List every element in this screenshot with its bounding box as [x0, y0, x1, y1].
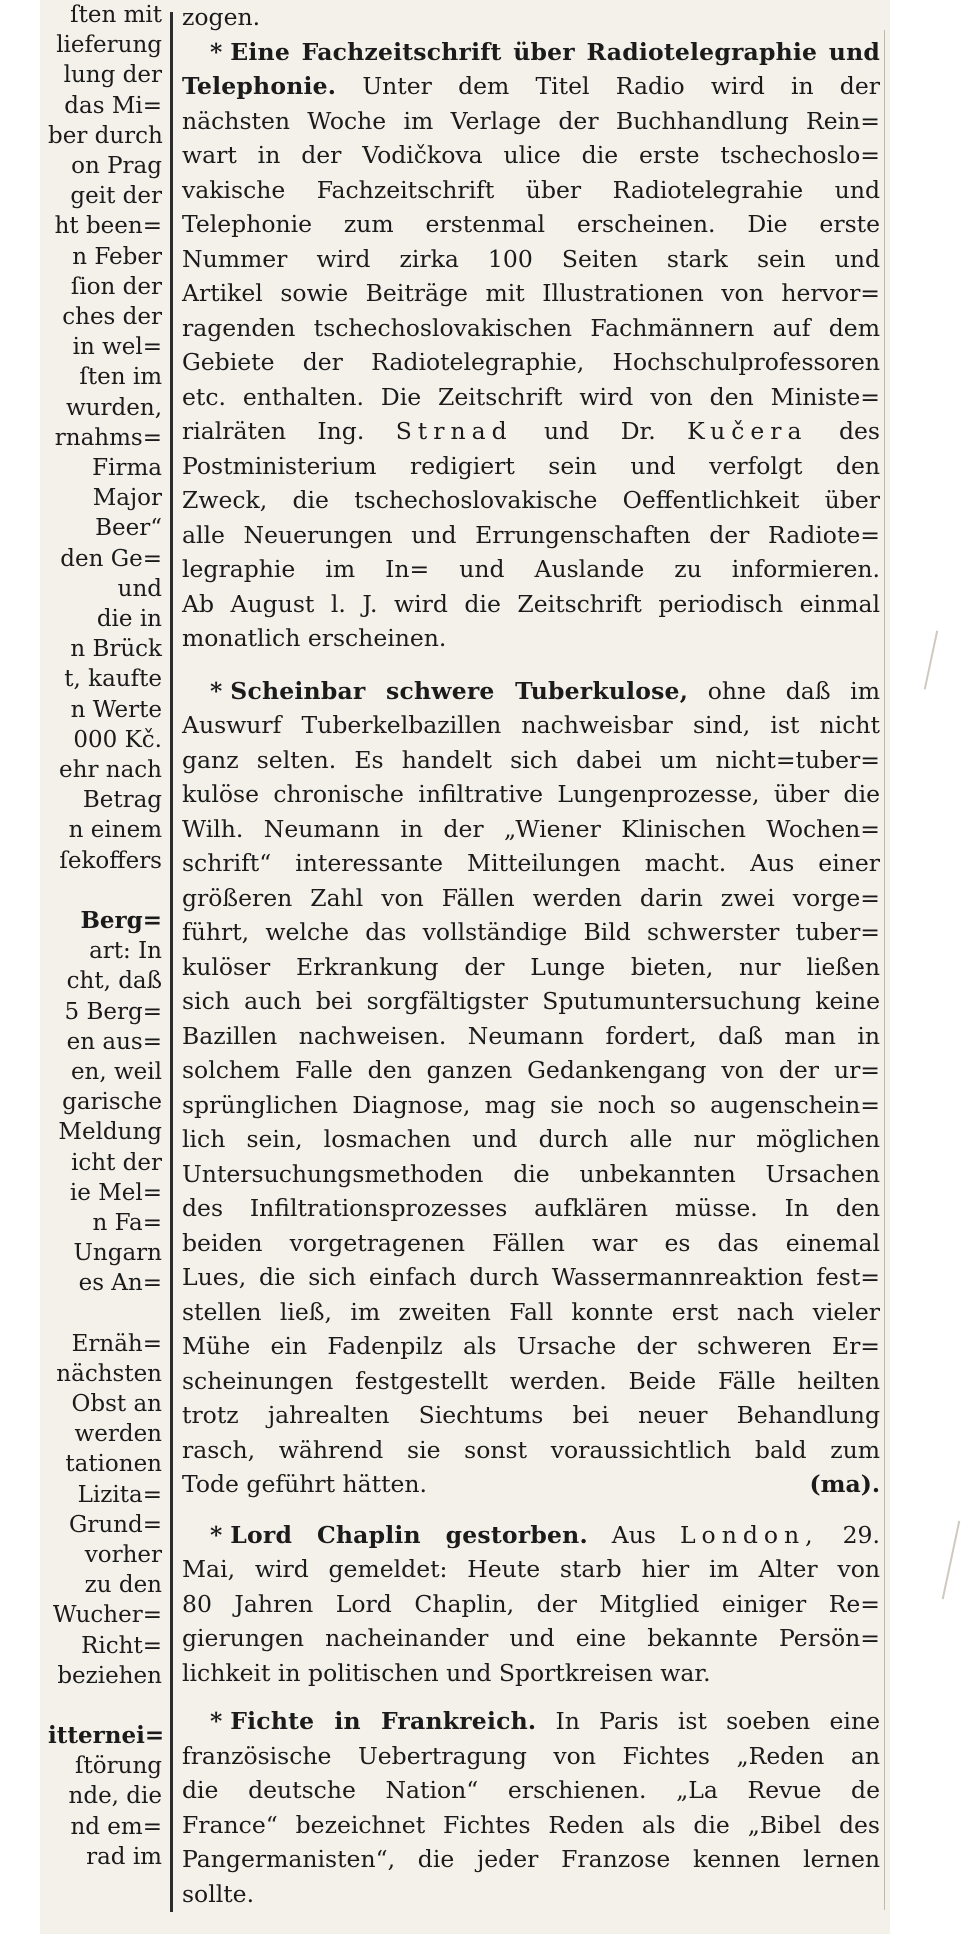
- left-column-line: n Feber: [72, 243, 162, 270]
- left-column-line: zu den: [84, 1572, 162, 1599]
- left-column-line: geit der: [70, 183, 162, 210]
- article-text-line: Wilh. Neumann in der „Wiener Klinischen Wochen=: [182, 814, 880, 843]
- left-column-line: ie Mel=: [69, 1179, 162, 1206]
- article-text-line: Nummer wird zirka 100 Seiten stark sein und: [182, 244, 880, 273]
- article-text-line: des Infiltrationsprozesses aufklären müsse. In den: [182, 1194, 880, 1222]
- article-text-line: wart in der Vodičkova ulice die erste tschechoslo=: [182, 141, 880, 169]
- article-text-line: nächsten Woche im Verlage der Buchhandlung Rein=: [182, 106, 880, 135]
- article-text-line: rasch, während sie sonst voraussichtlich bald zum: [182, 1435, 880, 1464]
- left-column-line: Meldung: [58, 1119, 162, 1146]
- left-column-line: wurden,: [66, 394, 162, 421]
- person-name: Strnad: [395, 417, 513, 445]
- article-text-line: solchem Falle den ganzen Gedankengang von der ur=: [182, 1056, 880, 1084]
- article-text-line: Artikel sowie Beiträge mit Illustrationen von hervor=: [182, 279, 880, 307]
- article-headline: Lord Chaplin gestorben.: [230, 1520, 588, 1549]
- bullet-star: *: [210, 676, 223, 705]
- left-column-fragment: [48, 0, 166, 1934]
- article-text-line: Bazillen nachweisen. Neumann fordert, daß man in: [182, 1021, 880, 1050]
- article-text-line: kulöse chronische infiltrative Lungenprozesse, über die: [182, 780, 880, 808]
- author-signature: (ma).: [809, 1470, 880, 1498]
- left-column-middle-block: [48, 906, 166, 1299]
- left-column-line: ſtörung: [75, 1753, 162, 1780]
- left-column-line: ſekoffers: [59, 847, 162, 874]
- left-column-line: cht, daß: [66, 968, 162, 995]
- left-column-line: rnahms=: [54, 424, 162, 451]
- article-text: 29.: [842, 1520, 880, 1549]
- article-text-line: kulöser Erkrankung der Lunge bieten, nur ließen: [182, 952, 880, 981]
- article-text-line: französische Uebertragung von Fichtes „Reden an: [182, 1741, 880, 1770]
- article-text-line: Mühe ein Fadenpilz als Ursache der schweren Er=: [182, 1332, 880, 1360]
- left-column-line: werden: [74, 1421, 162, 1448]
- left-column-line: Berg=: [80, 906, 162, 934]
- article-text-line: schrift“ interessante Mitteilungen macht. Aus einer: [182, 849, 880, 877]
- left-column-line: nde, die: [68, 1783, 162, 1810]
- left-column-line: ſten mit: [70, 2, 162, 28]
- article-text: Unter dem Titel Radio wird in der: [362, 72, 880, 100]
- lead-fragment: zogen.: [182, 3, 261, 31]
- article-text-line: lich sein, losmachen und durch alle nur möglichen: [182, 1125, 880, 1153]
- article-text-line: trotz jahrealten Siechtums bei neuer Behandlung: [182, 1401, 880, 1429]
- bullet-star: *: [210, 1707, 223, 1735]
- left-column-line: 000 Kč.: [73, 726, 162, 753]
- left-column-line: n Fa=: [92, 1209, 162, 1236]
- left-column-line: art: In: [89, 938, 162, 965]
- column-rule: [170, 12, 173, 1912]
- left-column-line: die in: [96, 606, 162, 633]
- article-text-line: die deutsche Nation“ erschienen. „La Revue de: [182, 1776, 880, 1804]
- article-text-line: Postministerium redigiert sein und verfolgt den: [182, 451, 880, 480]
- article-text-line: gierungen nacheinander und eine bekannte Persön=: [182, 1624, 880, 1652]
- article-headline: Eine Fachzeitschrift über Radiotelegraphie und: [230, 37, 880, 66]
- article-text-line: 80 Jahren Lord Chaplin, der Mitglied einiger Re=: [182, 1589, 880, 1618]
- article-last-line: lichkeit in politischen und Sportkreisen war.: [182, 1658, 711, 1687]
- article-text-line: Ab August l. J. wird die Zeitschrift periodisch einmal: [182, 589, 880, 618]
- article-text-line: Untersuchungsmethoden die unbekannten Ursachen: [182, 1159, 880, 1188]
- article-text-line: vakische Fachzeitschrift über Radiotelegrahie und: [182, 175, 880, 204]
- left-column-line: Wucher=: [52, 1602, 162, 1629]
- article-text-line: Telephonie zum erstenmal erscheinen. Die erste: [182, 210, 880, 238]
- article-text: ohne daß im: [707, 676, 880, 705]
- left-column-line: ſion der: [70, 273, 162, 300]
- left-column-line: Obst an: [71, 1390, 162, 1417]
- left-column-line: on Prag: [71, 153, 162, 180]
- article-headline: Scheinbar schwere Tuberkulose,: [230, 676, 689, 705]
- article-text: Tode geführt hätten.: [182, 1470, 428, 1498]
- left-column-end-block: [48, 1721, 166, 1872]
- place-name: London,: [679, 1520, 819, 1549]
- left-column-line: es An=: [78, 1270, 162, 1297]
- article-text-line: ganz selten. Es handelt sich dabei um nicht=tuber=: [182, 745, 880, 774]
- article-text: rialräten Ing.: [182, 417, 365, 445]
- clipping-edge: [884, 30, 885, 1910]
- left-column-gap: [48, 1691, 166, 1721]
- article-fichte-france: [182, 1704, 880, 1911]
- left-column-bottom-block: [48, 1329, 166, 1691]
- left-column-line: das Mi=: [64, 92, 162, 119]
- article-text-line: Mai, wird gemeldet: Heute starb hier im Alter von: [182, 1555, 880, 1583]
- article-last-line: [182, 1467, 880, 1502]
- paper-scratch: [942, 1521, 961, 1600]
- article-headline-continued: Telephonie.: [182, 72, 337, 100]
- article-text-line: legraphie im In= und Auslande zu informieren.: [182, 555, 880, 583]
- paper-scratch: [924, 630, 938, 689]
- left-column-line: lieferung: [56, 32, 162, 59]
- article-last-line: monatlich erscheinen.: [182, 624, 447, 652]
- article-text-line: stellen ließ, im zweiten Fall konnte erst nach vieler: [182, 1297, 880, 1326]
- left-column-line: nächsten: [56, 1360, 162, 1387]
- left-column-line: en, weil: [70, 1058, 162, 1085]
- article-text: des: [838, 417, 880, 445]
- article-headline-line: [182, 1704, 880, 1739]
- article-text-line: Zweck, die tschechoslovakische Oeffentlichkeit über: [182, 486, 880, 514]
- left-column-line: t, kaufte: [64, 666, 162, 693]
- left-column-line: ches der: [62, 304, 162, 331]
- article-text-line: [182, 69, 880, 104]
- article-headline-line: [182, 1518, 880, 1553]
- bullet-star: *: [210, 37, 223, 66]
- left-column-line: garische: [62, 1089, 162, 1116]
- left-column-gap: [48, 876, 166, 906]
- left-column-line: Beer“: [95, 515, 162, 542]
- left-column-gap: [48, 1299, 166, 1329]
- article-text-line: alle Neuerungen und Errungenschaften der Radiote=: [182, 520, 880, 549]
- person-name: Kučera: [687, 417, 808, 445]
- left-column-line: Ernäh=: [71, 1330, 162, 1357]
- article-text-line: sich auch bei sorgfältigster Sputumuntersuchung keine: [182, 987, 880, 1015]
- article-text-line: Pangermanisten“, die jeder Franzose kennen lernen: [182, 1845, 880, 1873]
- left-column-line: icht der: [71, 1149, 162, 1176]
- left-column-line: en aus=: [66, 1028, 162, 1055]
- left-column-line: 5 Berg=: [64, 998, 162, 1025]
- article-text-line: scheinungen festgestellt werden. Beide Fälle heilten: [182, 1366, 880, 1395]
- article-text: Aus: [611, 1520, 656, 1549]
- article-text-line: etc. enthalten. Die Zeitschrift wird von den Ministe=: [182, 382, 880, 411]
- left-column-line: nd em=: [70, 1813, 162, 1840]
- left-column-line: tationen: [65, 1451, 162, 1478]
- left-column-line: und: [117, 575, 162, 602]
- left-column-line: in wel=: [72, 334, 162, 361]
- left-column-line: Betrag: [82, 787, 162, 814]
- left-column-line: vorher: [84, 1541, 162, 1568]
- left-column-top-block: [48, 0, 166, 876]
- article-headline-line: [182, 35, 880, 70]
- article-text-line: Lues, die sich einfach durch Wassermannreaktion fest=: [182, 1263, 880, 1291]
- article-headline-line: [182, 674, 880, 709]
- left-column-line: Grund=: [69, 1511, 162, 1538]
- article-text-line: beiden vorgetragenen Fällen war es das einemal: [182, 1228, 880, 1257]
- left-column-line: den Ge=: [60, 545, 162, 572]
- left-column-line: lung der: [63, 62, 162, 89]
- left-column-line: Richt=: [81, 1632, 162, 1659]
- article-radio-magazine: [182, 35, 880, 656]
- left-column-line: ht been=: [54, 213, 162, 240]
- article-text-line: Gebiete der Radiotelegraphie, Hochschulprofessoren: [182, 348, 880, 376]
- left-column-line: Ungarn: [73, 1240, 162, 1267]
- left-column-line: Firma: [92, 455, 162, 482]
- left-column-line: n Brück: [70, 636, 162, 663]
- left-column-line: Major: [92, 485, 162, 512]
- left-column-line: Lizita=: [77, 1481, 162, 1508]
- left-column-line: n einem: [68, 817, 162, 844]
- article-headline: Fichte in Frankreich.: [230, 1707, 537, 1735]
- article-text-line: ragenden tschechoslovakischen Fachmännern auf dem: [182, 313, 880, 342]
- article-last-line: sollte.: [182, 1879, 255, 1908]
- main-column: [182, 0, 880, 1911]
- left-column-line: ſten im: [79, 364, 162, 391]
- article-text: In Paris ist soeben eine: [555, 1707, 880, 1735]
- article-text-line: France“ bezeichnet Fichtes Reden als die „Bibel des: [182, 1810, 880, 1839]
- article-text-line: führt, welche das vollständige Bild schwerster tuber=: [182, 918, 880, 946]
- article-text-line: sprünglichen Diagnose, mag sie noch so augenschein=: [182, 1090, 880, 1119]
- article-text-line: größeren Zahl von Fällen werden darin zwei vorge=: [182, 883, 880, 912]
- left-column-line: beziehen: [57, 1662, 162, 1689]
- article-lord-chaplin: [182, 1518, 880, 1691]
- left-column-line: n Werte: [70, 696, 162, 723]
- article-text-line: Auswurf Tuberkelbazillen nachweisbar sind, ist nicht: [182, 711, 880, 739]
- left-column-line: ehr nach: [59, 757, 162, 784]
- left-column-line: rad im: [86, 1843, 162, 1870]
- bullet-star: *: [210, 1520, 223, 1549]
- left-column-line: ber durch: [48, 122, 163, 149]
- left-column-line: itternei=: [48, 1721, 165, 1749]
- article-text: und Dr.: [544, 417, 656, 445]
- article-tuberculosis: [182, 674, 880, 1502]
- article-text-line: [182, 414, 880, 449]
